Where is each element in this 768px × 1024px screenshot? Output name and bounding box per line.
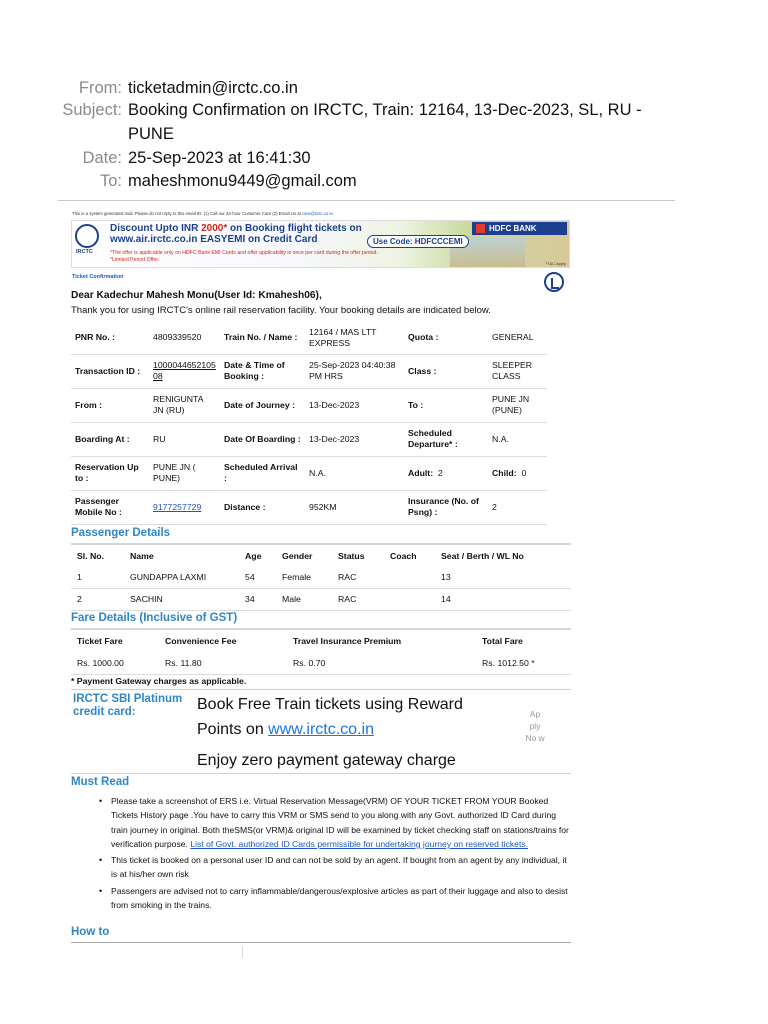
fare-table: [71, 630, 571, 675]
mobile-link[interactable]: 9177257729: [153, 501, 202, 512]
cell: [384, 566, 435, 588]
system-notice-text: This is a system generated mail. Please do not reply to this email ID. (1) Call our 24-hour Customer Care (2) Email Us at: [72, 211, 301, 216]
distance-label: Distance :: [220, 490, 305, 524]
to-value: PUNE JN (PUNE): [488, 388, 547, 422]
train-label: Train No. / Name :: [220, 322, 305, 354]
intro-text: Thank you for using IRCTC's online rail reservation facility. Your booking details are indicated below.: [71, 305, 491, 316]
payment-note: * Payment Gateway charges as applicable.: [71, 676, 247, 686]
sbi-card-label: IRCTC SBI Platinum credit card:: [73, 693, 183, 718]
resv-value: PUNE JN ( PUNE): [149, 456, 220, 490]
from-label: From :: [71, 388, 149, 422]
col-name: Name: [130, 550, 154, 561]
banner-fine2: *Limited Period Offer.: [110, 257, 160, 263]
date-label: Date:: [82, 149, 122, 167]
cell: 1: [71, 566, 124, 588]
cell: RAC: [332, 566, 384, 588]
journey-row: [71, 322, 547, 354]
boarding-value: RU: [149, 422, 220, 456]
resv-label: Reservation Up to :: [71, 456, 149, 490]
cell: Female: [276, 566, 332, 588]
hdfc-square-icon: [476, 224, 485, 233]
quota-value: GENERAL: [488, 322, 547, 354]
col-coach: Coach: [390, 550, 417, 561]
fare-header-row: [71, 630, 571, 652]
col-gender: Gender: [282, 550, 313, 561]
ticket-fare-value: Rs. 1000.00: [71, 652, 159, 674]
table-row: [71, 588, 571, 610]
list-item: • This ticket is booked on a personal user ID and can not be sold by an agent. If bought from an agent by any individual, it is at his/her own risk: [101, 853, 571, 882]
pnr-value: 4809339520: [149, 322, 220, 354]
banner-line2: www.air.irctc.co.in EASYEMI on Credit Card: [110, 234, 318, 245]
banner-tc: *T&C Apply: [545, 261, 566, 266]
passenger-header-row: [71, 545, 571, 566]
care-email-link[interactable]: care@irctc.co.in: [301, 211, 333, 216]
col-ticket-fare: Ticket Fare: [77, 636, 123, 646]
irctc-emblem-icon: [544, 272, 564, 292]
insurance-value: 2: [488, 490, 547, 524]
txn-link[interactable]: 100004465210508: [153, 360, 216, 381]
booked-value: 25-Sep-2023 04:40:38 PM HRS: [305, 354, 404, 388]
from-value[interactable]: ticketadmin@irctc.co.in: [128, 79, 298, 97]
col-insurance-premium: Travel Insurance Premium: [293, 636, 402, 646]
fare-row: [71, 652, 571, 674]
table-row: [71, 566, 571, 588]
boarding-label: Boarding At :: [71, 422, 149, 456]
banner-line1: Discount Upto INR 2000* on Booking flight tickets on: [110, 223, 362, 234]
doj-label: Date of Journey :: [220, 388, 305, 422]
dob-label: Date Of Boarding :: [220, 422, 305, 456]
cell: 2: [71, 588, 124, 610]
sbi-card-promo: [71, 689, 571, 774]
mobile-value: [149, 490, 220, 524]
insurance-label: Insurance (No. of Psng) :: [404, 490, 488, 524]
from-value: RENIGUNTA JN (RU): [149, 388, 220, 422]
col-age: Age: [245, 550, 262, 561]
hdfc-promo-banner[interactable]: [71, 220, 570, 268]
fare-section-title: Fare Details (Inclusive of GST): [71, 612, 238, 624]
cell: RAC: [332, 588, 384, 610]
child-cell: Child: 0: [488, 456, 547, 490]
ticket-confirmation-label: Ticket Confirmation: [72, 274, 124, 280]
doj-value: 13-Dec-2023: [305, 388, 404, 422]
cell: GUNDAPPA LAXMI: [124, 566, 239, 588]
class-value: SLEEPER CLASS: [488, 354, 547, 388]
col-seat: Seat / Berth / WL No: [441, 550, 524, 561]
banner-logo-text: IRCTC: [76, 249, 93, 255]
sbi-line3: Enjoy zero payment gateway charge: [197, 752, 456, 769]
cell: SACHIN: [124, 588, 239, 610]
greeting: Dear Kadechur Mahesh Monu(User Id: Kmahesh06),: [71, 290, 322, 301]
id-cards-link[interactable]: List of Govt. authorized ID Cards permissible for undertaking journey on reserved tickets.: [190, 838, 529, 849]
to-label: To:: [99, 172, 122, 190]
hdfc-bank-logo: HDFC BANK: [472, 222, 567, 235]
col-status: Status: [338, 550, 365, 561]
date-value: 25-Sep-2023 at 16:41:30: [128, 149, 311, 167]
sbi-line1: Book Free Train tickets using Reward: [197, 696, 463, 713]
passenger-table: [71, 545, 571, 611]
sched-arr-label: Scheduled Arrival :: [220, 456, 305, 490]
quota-label: Quota :: [404, 322, 488, 354]
distance-value: 952KM: [305, 490, 404, 524]
header-divider: [58, 200, 675, 201]
page-divider-tick: [242, 946, 243, 958]
class-label: Class :: [404, 354, 488, 388]
adult-cell: Adult: 2: [404, 456, 488, 490]
system-notice: [72, 211, 333, 216]
how-to-title: How to: [71, 926, 110, 938]
convenience-fee-value: Rs. 11.80: [159, 652, 287, 674]
must-read-list: [71, 794, 571, 912]
subject-label: Subject:: [62, 101, 122, 119]
must-read-title: Must Read: [71, 776, 130, 788]
list-item: • Passengers are advised not to carry inflammable/dangerous/explosive articles as part of their luggage and also to desist from smoking in the trains.: [101, 884, 571, 913]
journey-row: [71, 354, 547, 388]
promo-code-badge: Use Code: HDFCCCEMI: [367, 235, 469, 248]
journey-row: [71, 422, 547, 456]
journey-details-table: [71, 322, 547, 525]
irctc-site-link[interactable]: www.irctc.co.in: [268, 721, 374, 738]
journey-row: [71, 456, 547, 490]
must-read-section: [71, 776, 571, 912]
col-sl: Sl. No.: [77, 550, 105, 561]
cell: 13: [435, 566, 571, 588]
to-value[interactable]: maheshmonu9449@gmail.com: [128, 172, 357, 190]
col-total-fare: Total Fare: [482, 636, 523, 646]
from-label: From:: [78, 79, 122, 97]
mobile-label: Passenger Mobile No :: [71, 490, 149, 524]
col-convenience-fee: Convenience Fee: [165, 636, 237, 646]
dob-value: 13-Dec-2023: [305, 422, 404, 456]
cell: 54: [239, 566, 276, 588]
journey-row: [71, 388, 547, 422]
sched-dep-value: N.A.: [488, 422, 547, 456]
to-label: To :: [404, 388, 488, 422]
cell: [384, 588, 435, 610]
total-fare-value: Rs. 1012.50 *: [476, 652, 571, 674]
how-to-rule: [71, 942, 571, 943]
insurance-premium-value: Rs. 0.70: [287, 652, 476, 674]
apply-now-button[interactable]: Ap ply No w: [525, 709, 545, 743]
booked-label: Date & Time of Booking :: [220, 354, 305, 388]
subject-value: Booking Confirmation on IRCTC, Train: 12164, 13-Dec-2023, SL, RU - PUNE: [128, 101, 642, 143]
list-item: • Please take a screenshot of ERS i.e. Virtual Reservation Message(VRM) OF YOUR TICKET FROM YOUR Booked Tickets History page .You have to carry this VRM or SMS send to you along with any Govt. authorized ID Card during train journey in original. Both theSMS(or VRM)& original ID will be examined by ticket checking staff on stations/trains for verification purpose. List of Govt. authorized ID Cards permissible for undertaking journey on reserved tickets.: [101, 794, 571, 851]
sched-arr-value: N.A.: [305, 456, 404, 490]
passenger-section-title: Passenger Details: [71, 527, 171, 539]
sched-dep-label: Scheduled Departure* :: [404, 422, 488, 456]
cell: 34: [239, 588, 276, 610]
irctc-logo-icon: [75, 224, 99, 248]
cell: Male: [276, 588, 332, 610]
sbi-line2: Points on www.irctc.co.in: [197, 721, 374, 738]
train-value: 12164 / MAS LTT EXPRESS: [305, 322, 404, 354]
banner-fine1: *The offer is applicable only on HDFC Bank EMI Cards and offer applicability is once per card during the offer period.: [110, 250, 378, 256]
pnr-label: PNR No. :: [71, 322, 149, 354]
txn-value: [149, 354, 220, 388]
cell: 14: [435, 588, 571, 610]
txn-label: Transaction ID :: [71, 354, 149, 388]
journey-row: [71, 490, 547, 524]
